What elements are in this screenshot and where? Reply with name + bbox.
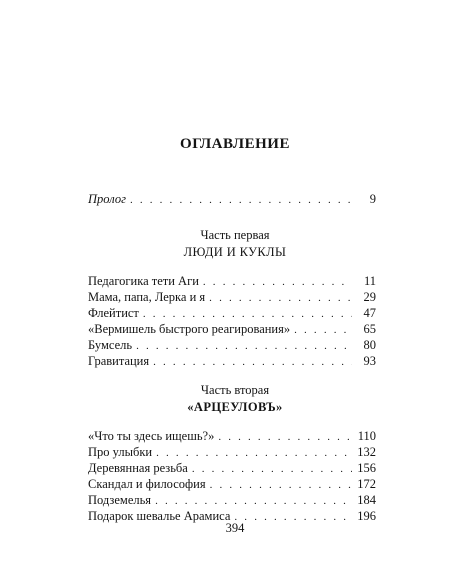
toc-entry-title: Подземелья xyxy=(88,493,152,507)
dot-leader xyxy=(203,274,352,290)
dot-leader xyxy=(136,338,352,354)
toc-entry-page: 11 xyxy=(363,274,376,288)
dot-leader xyxy=(143,306,352,322)
toc-entry-page: 47 xyxy=(363,306,376,320)
toc-entry xyxy=(88,476,376,492)
toc-entry xyxy=(88,305,376,321)
dot-leader xyxy=(210,477,352,493)
dot-leader xyxy=(294,322,352,338)
part-title: ЛЮДИ И КУКЛЫ xyxy=(183,245,287,259)
toc-entry-page: 110 xyxy=(357,429,376,443)
toc-entry xyxy=(88,321,376,337)
page-number: 394 xyxy=(225,521,245,535)
toc-entry-title: «Что ты здесь ищешь?» xyxy=(88,429,215,443)
toc-entry xyxy=(88,492,376,508)
toc-entry-page: 184 xyxy=(357,493,376,507)
toc-entry-title: Деревянная резьба xyxy=(88,461,188,475)
toc-entry-title: Педагогика тети Аги xyxy=(88,274,199,288)
toc-entry-title: Про улыбки xyxy=(88,445,153,459)
toc-entry-page: 132 xyxy=(357,445,376,459)
dot-leader xyxy=(156,445,352,461)
toc-entry xyxy=(88,337,376,353)
toc-entry-title: Бумсель xyxy=(88,338,133,352)
toc-entry xyxy=(88,444,376,460)
dot-leader xyxy=(192,461,352,477)
toc-entry-title: Подарок шевалье Арамиса xyxy=(88,509,231,523)
toc-entry xyxy=(88,289,376,305)
dot-leader xyxy=(209,290,352,306)
toc-entry-page: 65 xyxy=(363,322,376,336)
dot-leader xyxy=(130,192,352,208)
toc-entry-page: 80 xyxy=(363,338,376,352)
toc-entry-title: Мама, папа, Лерка и я xyxy=(88,290,206,304)
toc-entry-page: 9 xyxy=(369,192,376,206)
dot-leader xyxy=(218,429,352,445)
part-label: Часть вторая xyxy=(200,383,270,397)
part-title: «АРЦЕУЛОВЪ» xyxy=(187,400,283,414)
toc-entry-page: 29 xyxy=(363,290,376,304)
toc-entry-page: 172 xyxy=(357,477,376,491)
toc-entry xyxy=(88,273,376,289)
toc-entry-prologue xyxy=(88,191,376,207)
toc-entry-title: Скандал и философия xyxy=(88,477,206,491)
dot-leader xyxy=(153,354,352,370)
toc-entry xyxy=(88,428,376,444)
toc-entry-page: 93 xyxy=(363,354,376,368)
toc-entry-title: Гравитация xyxy=(88,354,150,368)
dot-leader xyxy=(155,493,352,509)
toc-entry-page: 156 xyxy=(357,461,376,475)
part-label: Часть первая xyxy=(200,228,270,242)
toc-entry-title: Пролог xyxy=(88,192,126,206)
toc-entry-title: «Вермишель быстрого реагирования» xyxy=(88,322,291,336)
toc-entry xyxy=(88,460,376,476)
page-title: ОГЛАВЛЕНИЕ xyxy=(180,136,290,152)
toc-entry xyxy=(88,353,376,369)
toc-entry-page: 196 xyxy=(357,509,376,523)
toc-entry-title: Флейтист xyxy=(88,306,139,320)
